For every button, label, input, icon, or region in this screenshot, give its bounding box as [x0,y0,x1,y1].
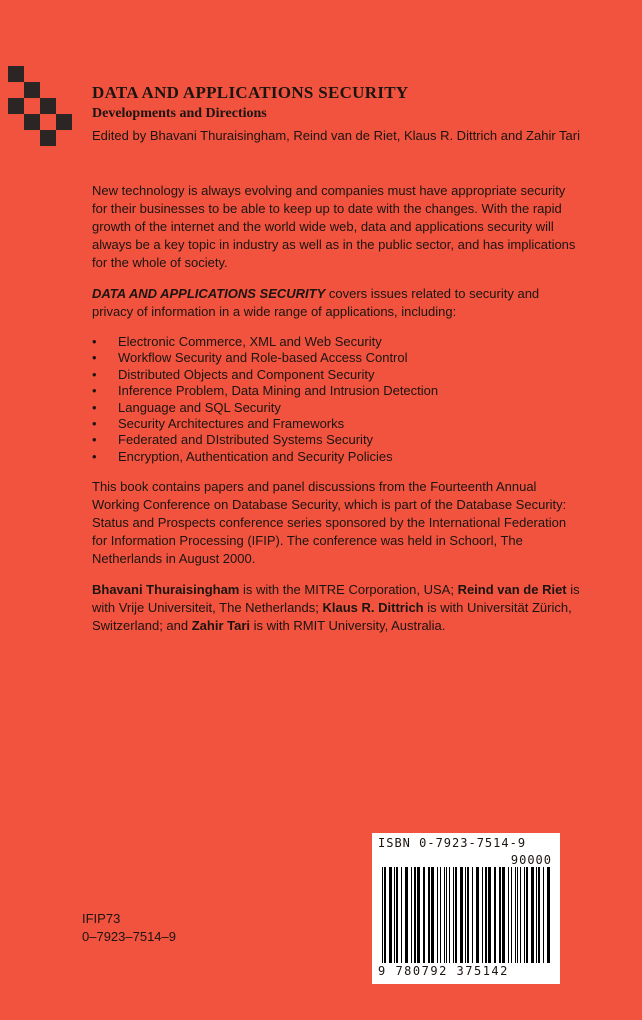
barcode-bar [526,867,528,963]
barcode-price-code: 90000 [510,853,552,867]
barcode-bar [460,867,463,963]
list-item: • Electronic Commerce, XML and Web Security [92,334,582,350]
barcode-ean-digits: 9 780792 375142 [378,964,509,978]
barcode-bar [428,867,430,963]
barcode-bar [384,867,386,963]
editor-affiliation: is with Universität Zürich, Switzerland; and [92,600,572,634]
barcode-bar [465,867,466,963]
barcode-bar [382,867,383,963]
barcode-bar [508,867,509,963]
barcode-bar [411,867,412,963]
list-item: • Inference Problem, Data Mining and Intrusion Detection [92,383,582,399]
barcode-bar [494,867,496,963]
list-item: • Security Architectures and Frameworks [92,416,582,432]
barcode-bar [538,867,540,963]
barcode-bar [423,867,425,963]
intro-paragraph: New technology is always evolving and companies must have appropriate security for their businesses to be able to keep up to date with the changes. With the rapid growth of the internet and the world wide web, data and applications security will always be a key topic in industry as well as in the public sector, and has implications for the whole of society. [92,183,576,270]
isbn-code: 0–7923–7514–9 [82,929,176,944]
covers-title: DATA AND APPLICATIONS SECURITY [92,286,326,301]
covers-paragraph [92,285,582,321]
barcode-bar [511,867,512,963]
checkerboard-logo [8,66,72,146]
barcode-bar [431,867,434,963]
barcode-bar [536,867,537,963]
back-cover-body [92,182,582,648]
barcode-isbn-label: ISBN 0-7923-7514-9 [378,836,527,850]
barcode-bar [449,867,450,963]
editor-name: Bhavani Thuraisingham [92,582,240,598]
barcode-bar [517,867,518,963]
barcode-bar [453,867,454,963]
barcode-bar [414,867,416,963]
barcode-bars [380,867,552,963]
barcode-bar [455,867,457,963]
editor-affiliation: is with the MITRE Corporation, USA; [239,582,458,598]
barcode-bar [502,867,505,963]
barcode-bar [531,867,534,963]
barcode-bar [396,867,398,963]
covers-text: covers issues related to security and privacy of information in a wide range of applications, including: [92,286,540,319]
editor-name: Reind van de Riet [457,582,567,598]
barcode-bar [405,867,408,963]
barcode-bar [444,867,445,963]
barcode-bar [524,867,525,963]
barcode-bar [389,867,392,963]
barcode-bar [437,867,438,963]
topics-list [92,334,582,465]
barcode-bar [520,867,521,963]
list-item: • Federated and DIstributed Systems Security [92,432,582,448]
barcode-bar [547,867,550,963]
barcode-bar [446,867,447,963]
book-subtitle: Developments and Directions [92,106,267,121]
editor-affiliation: is with Vrije Universiteit, The Netherlands; [92,582,580,616]
series-code: IFIP73 [82,911,121,926]
list-item: • Distributed Objects and Component Security [92,367,582,383]
conference-paragraph: This book contains papers and panel discussions from the Fourteenth Annual Working Conference on Database Security, which is part of the Database Security: Status and Prospects conference series sponsored by the International Federation for Information Processing (IFIP). The conference was held in Schoorl, The Netherlands in August 2000. [92,479,567,567]
barcode-bar [440,867,441,963]
barcode-bar [472,867,473,963]
barcode-bar [394,867,395,963]
editors-affiliation-paragraph [92,581,582,635]
barcode-bar [476,867,479,963]
series-codes [82,910,176,946]
list-item: • Workflow Security and Role-based Access Control [92,350,582,366]
barcode-bar [482,867,483,963]
editor-name: Zahir Tari [191,618,251,634]
list-item: • Language and SQL Security [92,400,582,416]
barcode-bar [417,867,420,963]
barcode-bar [488,867,491,963]
book-title: DATA AND APPLICATIONS SECURITY [92,83,409,102]
title-block [92,82,592,146]
barcode-bar [401,867,402,963]
barcode-box [372,833,560,984]
barcode-bar [515,867,516,963]
barcode-bar [467,867,469,963]
barcode-bar [499,867,501,963]
barcode-bar [485,867,487,963]
editors-line: Edited by Bhavani Thuraisingham, Reind van de Riet, Klaus R. Dittrich and Zahir Tari [92,128,580,143]
list-item: • Encryption, Authentication and Security Policies [92,449,582,465]
barcode-bar [543,867,544,963]
editor-affiliation: is with RMIT University, Australia. [250,618,446,634]
editor-name: Klaus R. Dittrich [322,600,424,616]
